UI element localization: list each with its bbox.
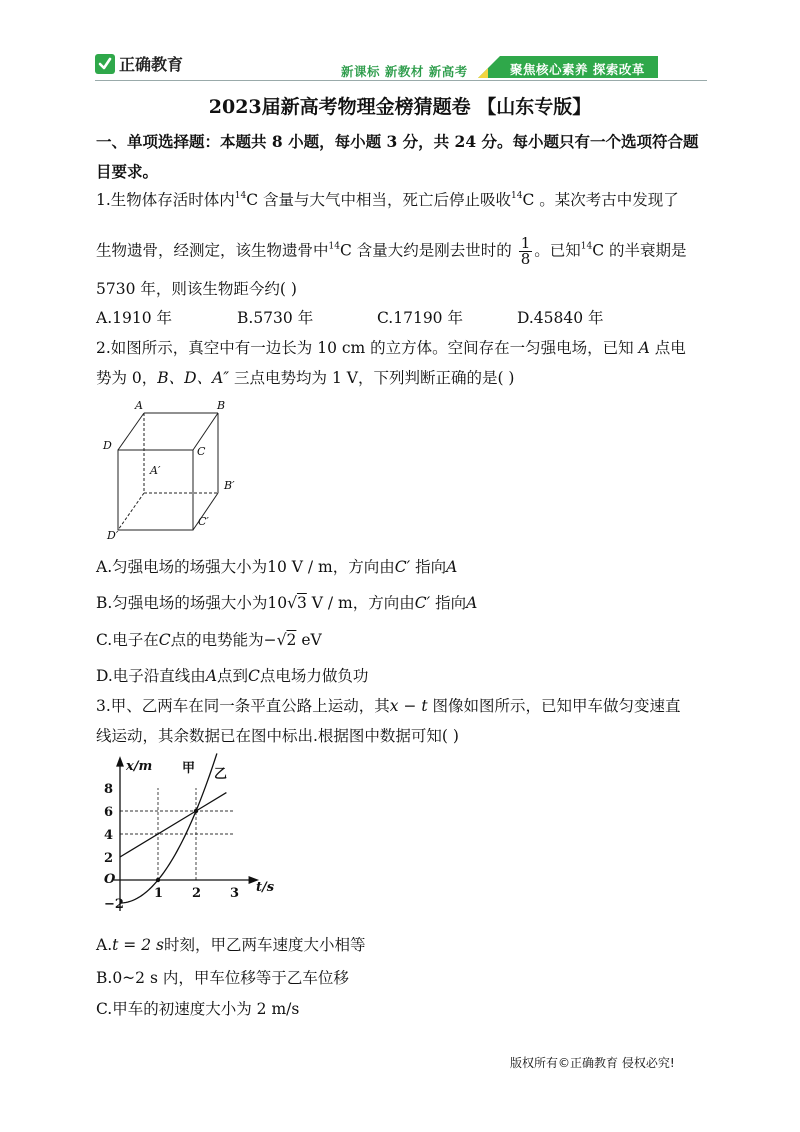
q1-line-3: 5730 年，则该生物距今约( ) bbox=[96, 280, 297, 298]
x-tick-label: 1 bbox=[154, 886, 164, 901]
vertex-label-a: A bbox=[135, 399, 143, 412]
q1-option-c: C.17190 年 bbox=[377, 309, 463, 327]
x-t-graph bbox=[98, 752, 278, 917]
header-tagline: 新课标 新教材 新高考 bbox=[341, 64, 468, 79]
q3-option-b: B.0~2 s 内，甲车位移等于乙车位移 bbox=[96, 969, 349, 987]
series-line-yi bbox=[120, 793, 226, 857]
series-label-jia: 甲 bbox=[182, 761, 196, 776]
y-axis-label: x/m bbox=[126, 759, 153, 774]
y-tick-label: 8 bbox=[104, 782, 114, 797]
q2-option-a: A.匀强电场的场强大小为10 V / m，方向由C′ 指向A bbox=[96, 558, 458, 576]
y-tick-label: 6 bbox=[104, 805, 114, 820]
q1-line-2: 生物遗骨，经测定，该生物遗骨中$^{14}$C 含量大约是刚去世时的 $\frac{1}{8}$ 。已知$^{14}$C 的半衰期是 bbox=[96, 234, 687, 268]
q1-option-d: D.45840 年 bbox=[517, 309, 604, 327]
q3-option-a: A.t = 2 s时刻，甲乙两车速度大小相等 bbox=[96, 936, 366, 954]
cube-figure bbox=[100, 395, 235, 545]
brand-name: 正确教育 bbox=[119, 55, 184, 74]
vertex-label-d-prime: D′ bbox=[107, 529, 119, 542]
q2-option-d: D.电子沿直线由A点到C点电场力做负功 bbox=[96, 667, 369, 685]
page-title: 2023届新高考物理金榜猜题卷 【山东专版】 bbox=[208, 96, 592, 118]
q3-line-1: 3.甲、乙两车在同一条平直公路上运动，其x − t 图像如图所示，已知甲车做匀变速直 bbox=[96, 697, 681, 715]
x-axis-label: t/s bbox=[256, 880, 275, 895]
vertex-label-a-prime: A′ bbox=[150, 464, 161, 477]
q1-line-1: 1.生物体存活时体内$^{14}$C 含量与大气中相当，死亡后停止吸收$^{14}$C 。某次考古中发现了 bbox=[96, 191, 679, 209]
y-tick-label: 2 bbox=[104, 851, 114, 866]
brand-logo bbox=[95, 52, 183, 75]
header-divider bbox=[95, 80, 707, 81]
fraction-one-eighth: $\frac{1}{8}$ bbox=[520, 234, 531, 268]
y-tick-label: 4 bbox=[104, 828, 114, 843]
page-header bbox=[0, 0, 800, 82]
x-tick-label: 2 bbox=[192, 886, 202, 901]
y-axis-arrow bbox=[117, 758, 123, 766]
q2-line-2: 势为 0，B、D、A″ 三点电势均为 1 V，下列判断正确的是( ) bbox=[96, 369, 515, 387]
vertex-label-b: B bbox=[217, 399, 226, 412]
vertex-label-d: D bbox=[103, 439, 112, 452]
q3-line-2: 线运动，其余数据已在图中标出.根据图中数据可知( ) bbox=[96, 727, 459, 745]
q1-option-a: A.1910 年 bbox=[96, 309, 172, 327]
origin-label: O bbox=[104, 872, 116, 887]
x-tick-label: 3 bbox=[230, 886, 240, 901]
header-banner-text: 聚焦核心素养 探索改革 bbox=[510, 62, 645, 77]
vertex-label-b-prime: B′ bbox=[224, 479, 235, 492]
vertex-label-c: C bbox=[197, 445, 206, 458]
series-label-yi: 乙 bbox=[214, 767, 228, 782]
q1-option-b: B.5730 年 bbox=[237, 309, 314, 327]
q2-option-c: C.电子在C点的电势能为−√2 eV bbox=[96, 631, 322, 649]
section-heading: 一、单项选择题：本题共 8 小题，每小题 3 分，共 24 分。每小题只有一个选项符合题目要求。 bbox=[96, 132, 699, 181]
data-point-1-0 bbox=[156, 878, 160, 882]
q2-option-b: B.匀强电场的场强大小为10√3 V / m，方向由C′ 指向A bbox=[96, 594, 478, 612]
data-point-2-6 bbox=[194, 809, 198, 813]
vertex-label-c-prime: C′ bbox=[198, 515, 209, 528]
q3-option-c: C.甲车的初速度大小为 2 m/s bbox=[96, 1000, 300, 1018]
y-tick-label: −2 bbox=[104, 897, 124, 912]
copyright-footer: 版权所有©正确教育 侵权必究! bbox=[510, 1056, 675, 1070]
checkmark-icon bbox=[95, 54, 115, 74]
q2-line-1: 2.如图所示，真空中有一边长为 10 cm 的立方体。空间存在一匀强电场，已知 A 点电 bbox=[96, 339, 686, 357]
